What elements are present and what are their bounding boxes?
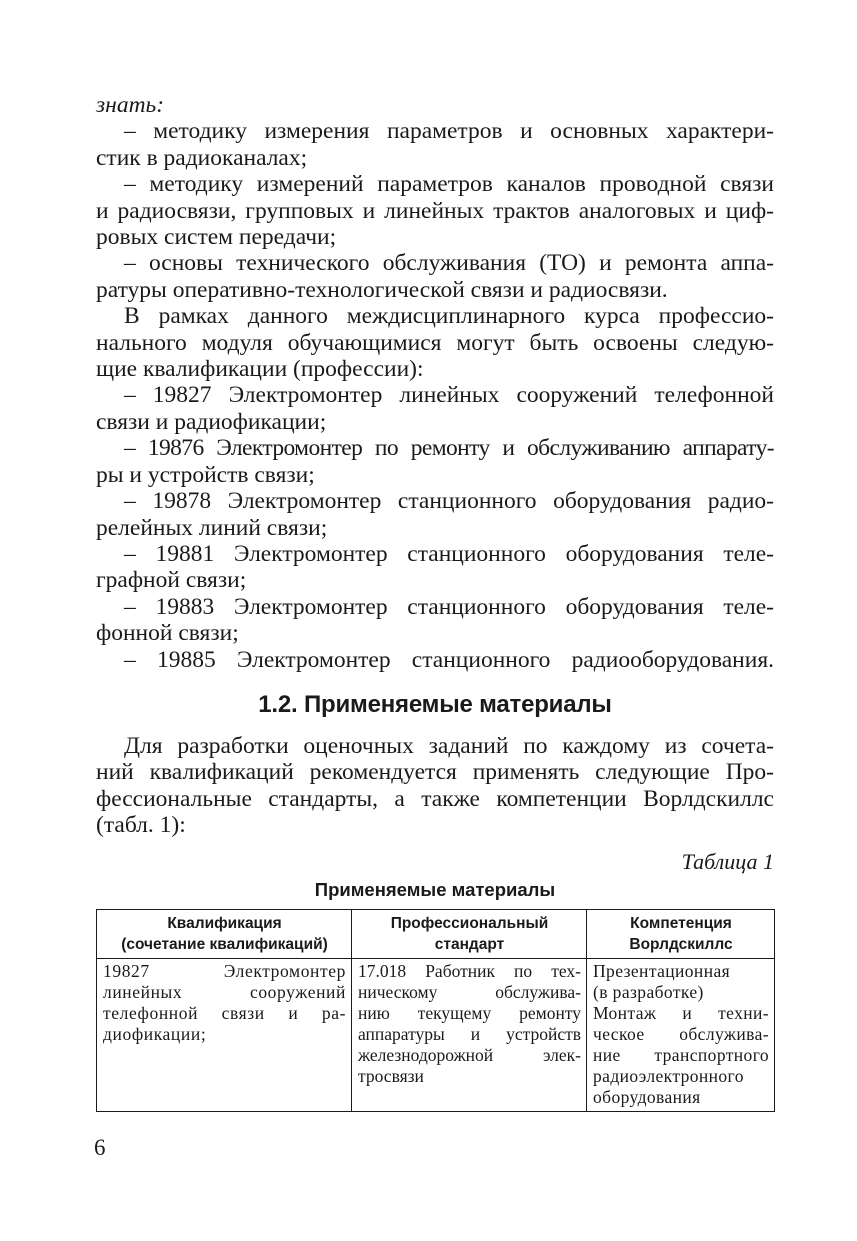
table-header-row xyxy=(97,909,775,958)
list-item-line: – 19827 Электромонтер линейных сооружений телефонной xyxy=(124,382,774,409)
knowledge-list xyxy=(96,118,774,303)
list-item xyxy=(96,171,774,250)
cell-qualification: 19827 Электромонтер линейных сооружений телефонной связи и ра- диофикации; xyxy=(97,958,352,1111)
list-item xyxy=(96,118,774,171)
list-item-line: – основы технического обслуживания (ТО) и ремонта аппа- xyxy=(124,250,774,277)
page-number: 6 xyxy=(94,1135,106,1160)
list-item-line: – 19883 Электромонтер станционного оборудования теле- xyxy=(124,593,774,620)
paragraph-line: В рамках данного междисциплинарного курса профессио- xyxy=(124,303,774,330)
cell-standard: 17.018 Работник по тех- ническому обслужива- нию текущему ремонту аппаратуры и устройств железнодорожной элек- тросвязи xyxy=(352,958,587,1111)
list-item-line: связи и радиофикации; xyxy=(96,408,327,435)
list-item xyxy=(96,382,774,435)
list-item-line: фонной связи; xyxy=(96,620,239,647)
column-header-competence: Компетенция Ворлдскиллс xyxy=(587,909,775,958)
intro-label: знать: xyxy=(96,92,165,118)
paragraph-line: ний квалификаций рекомендуется применять следующие Про- xyxy=(96,759,774,786)
column-header-standard: Профессиональный стандарт xyxy=(352,909,587,958)
table-number: Таблица 1 xyxy=(681,848,774,874)
qualification-paragraph xyxy=(96,303,774,382)
list-item-line: – 19885 Электромонтер станционного радиооборудования. xyxy=(124,646,774,673)
list-item-line: графной связи; xyxy=(96,567,247,594)
list-item-line: – 19881 Электромонтер станционного оборудования теле- xyxy=(124,540,774,567)
list-item-line: – методику измерений параметров каналов проводной связи xyxy=(124,171,774,198)
list-item xyxy=(96,647,774,673)
list-item xyxy=(96,435,774,488)
paragraph-line: щие квалификации (профессии): xyxy=(96,356,424,383)
paragraph-line: (табл. 1): xyxy=(96,812,186,839)
list-item-line: ровых систем передачи; xyxy=(96,224,337,251)
column-header-qualification: Квалификация (сочетание квалификаций) xyxy=(97,909,352,958)
table-row xyxy=(97,958,775,1111)
materials-paragraph xyxy=(96,733,774,839)
paragraph-line: нального модуля обучающимися могут быть освоены следую- xyxy=(96,329,774,356)
table-title: Применяемые материалы xyxy=(314,878,556,900)
list-item-line: – 19878 Электромонтер станционного оборудования радио- xyxy=(124,488,774,515)
list-item-line: стик в радиоканалах; xyxy=(96,144,308,171)
list-item-line: и радиосвязи, групповых и линейных трактов аналоговых и циф- xyxy=(96,197,774,224)
list-item xyxy=(96,250,774,303)
list-item xyxy=(96,541,774,594)
cell-competence: Презентационная (в разработке) Монтаж и техни- ческое обслужива- ние транспортного радиоэлектронного оборудования xyxy=(587,958,775,1111)
section-heading: 1.2. Применяемые материалы xyxy=(258,690,612,718)
list-item-line: ратуры оперативно-технологической связи и радиосвязи. xyxy=(96,276,668,303)
paragraph-line: фессиональные стандарты, а также компетенции Ворлдскиллс xyxy=(96,785,774,812)
page-content xyxy=(96,92,774,1112)
materials-table xyxy=(96,909,775,1112)
list-item xyxy=(96,594,774,647)
list-item-line: ры и устройств связи; xyxy=(96,461,315,488)
list-item-line: релейных линий связи; xyxy=(96,514,328,541)
qualifications-list xyxy=(96,382,774,672)
list-item-line: – 19876 Электромонтер по ремонту и обслуживанию аппарату- xyxy=(124,435,774,462)
paragraph-line: Для разработки оценочных заданий по каждому из сочета- xyxy=(124,732,774,759)
list-item-line: – методику измерения параметров и основных характери- xyxy=(124,118,774,145)
list-item xyxy=(96,488,774,541)
